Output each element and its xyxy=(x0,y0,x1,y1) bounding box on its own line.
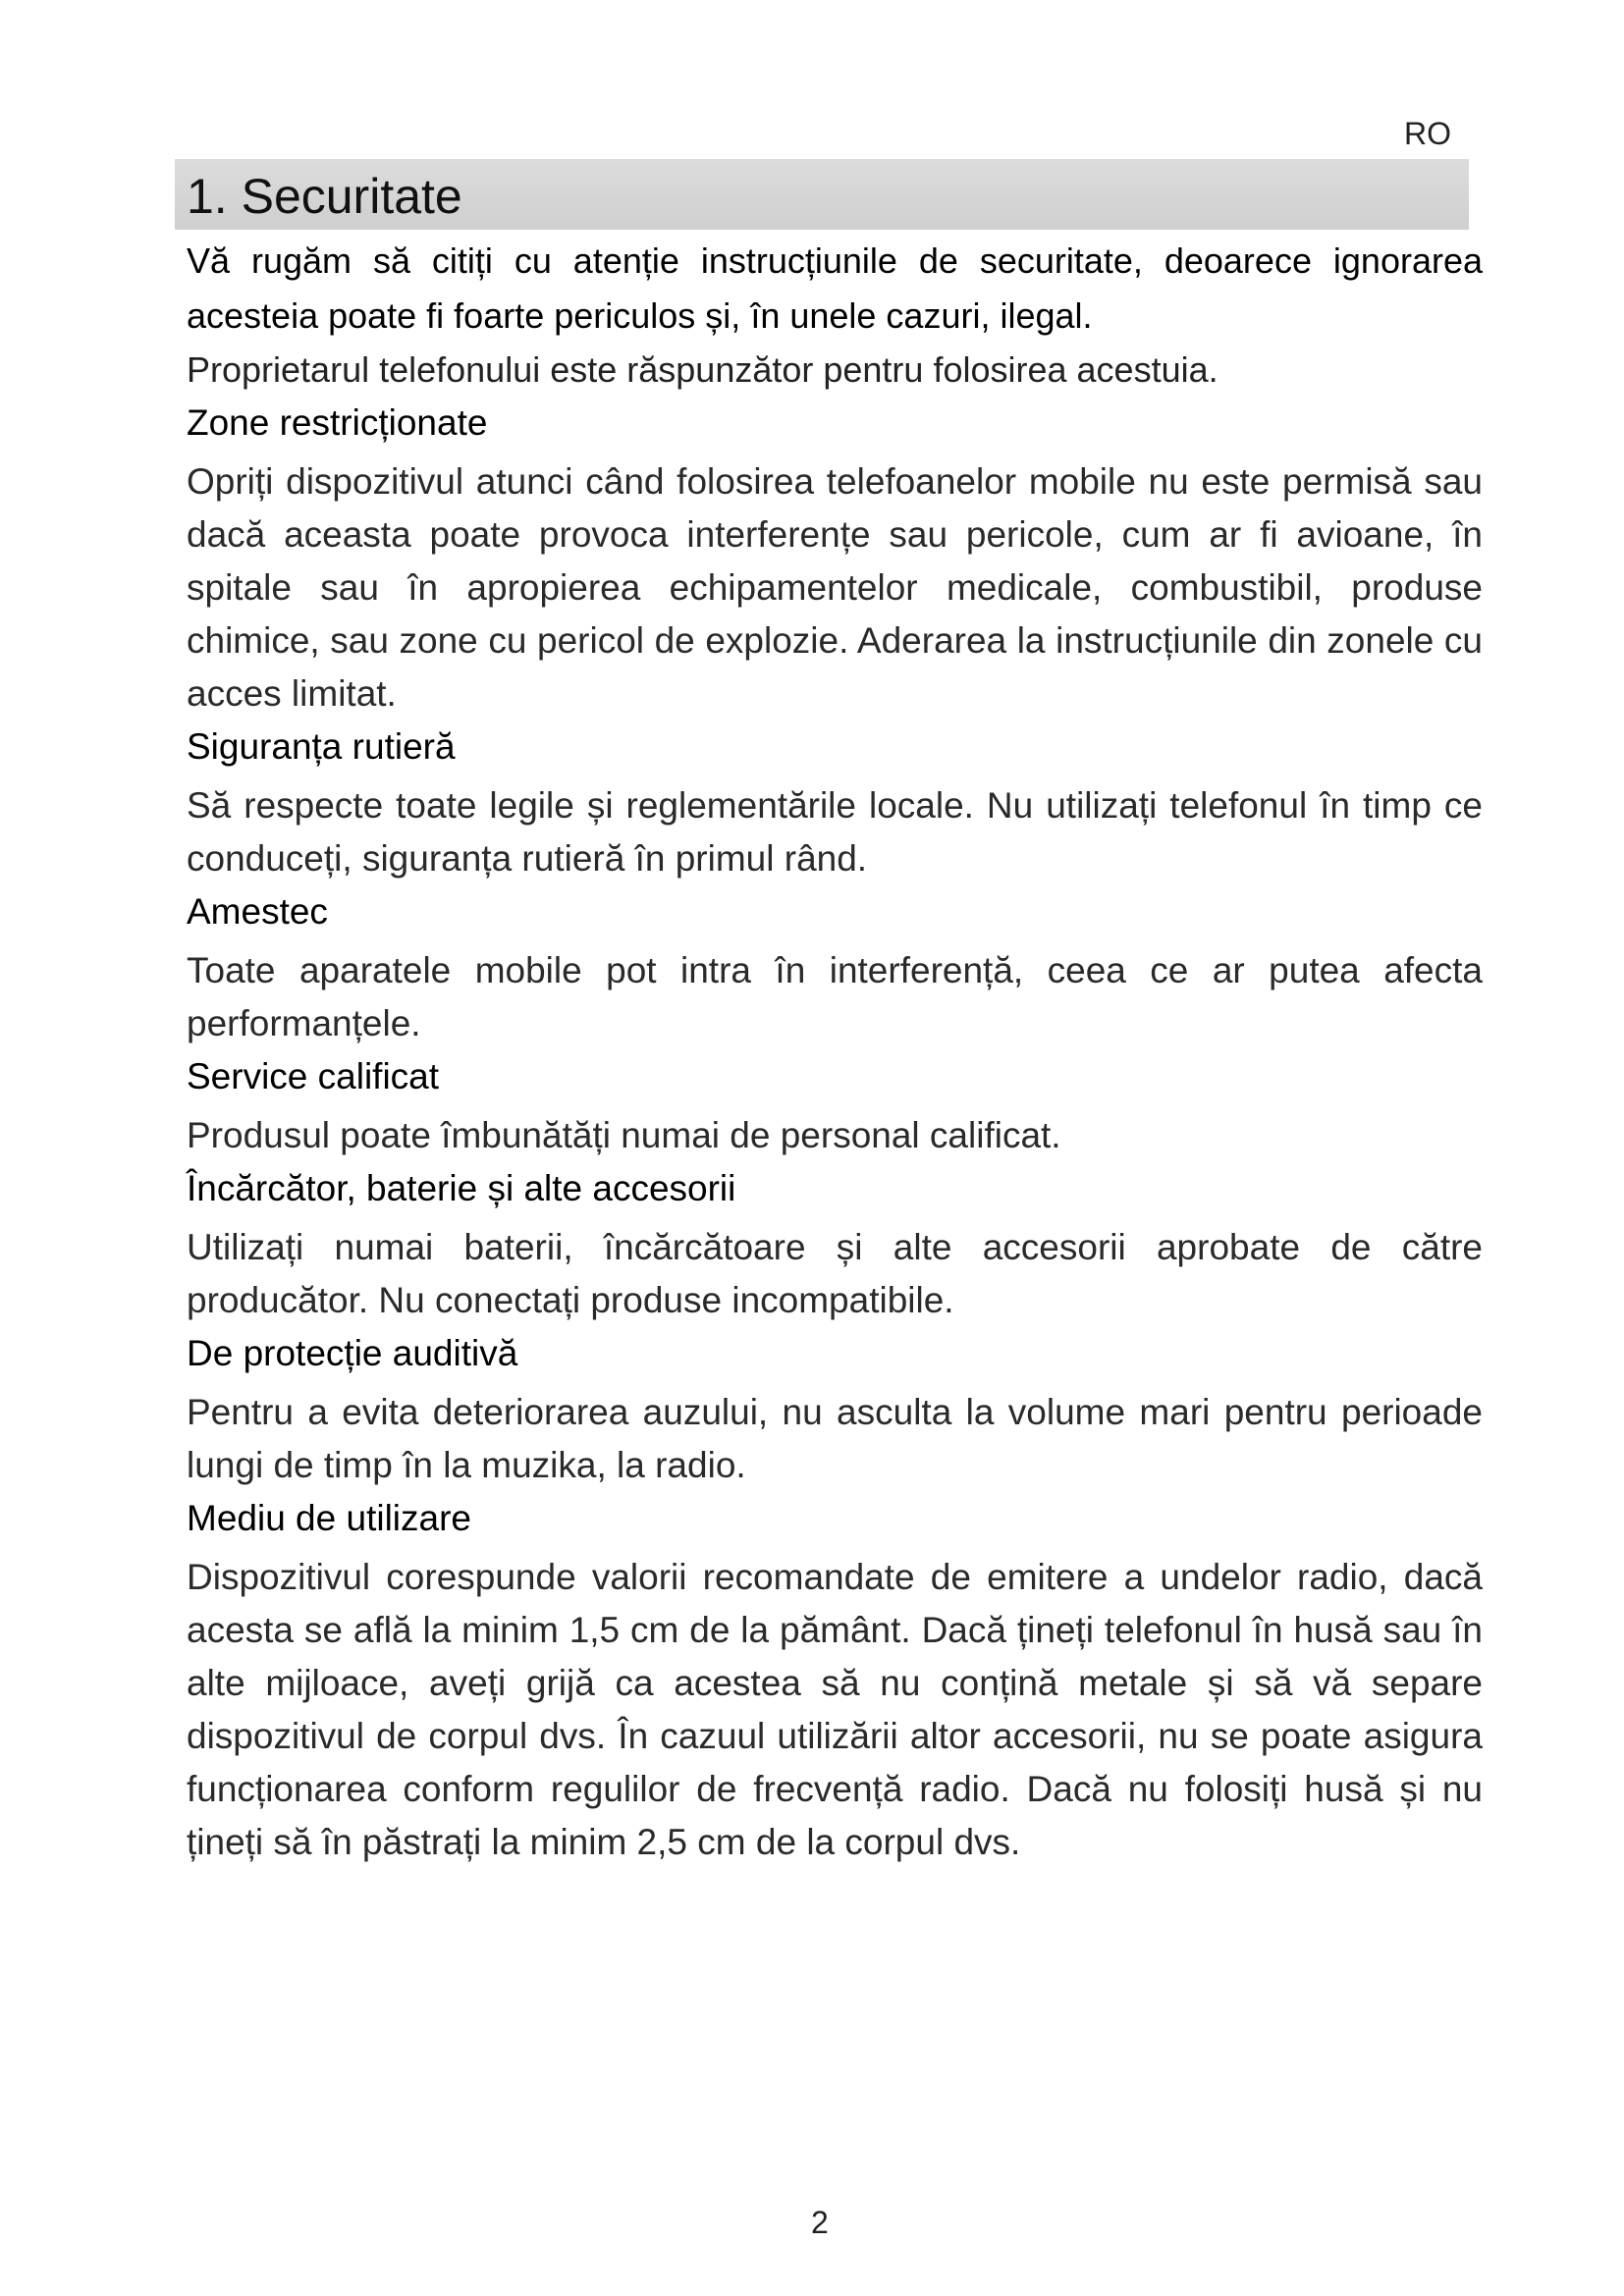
intro-normal: Proprietarul telefonului este răspunzător pentru folosirea acestuia. xyxy=(187,349,1218,390)
section-text: Toate aparatele mobile pot intra în interferență, ceea ce ar putea afecta performanțele. xyxy=(187,950,1483,1043)
section-restricted-zones xyxy=(187,397,1483,721)
section-heading: Siguranța rutieră xyxy=(187,726,456,767)
section-text: Produsul poate îmbunătăți numai de personal calificat. xyxy=(187,1115,1061,1155)
section-road-safety xyxy=(187,721,1483,885)
section-heading: Amestec xyxy=(187,891,328,932)
section-qualified-service xyxy=(187,1050,1483,1162)
section-text: Opriți dispozitivul atunci când folosirea telefoanelor mobile nu este permisă sau dacă aceasta poate provoca interferențe sau pericole, cum ar fi avioane, în spitale sau în apropierea echipamentelor medicale, combustibil, produse chimice, sau zone cu pericol de explozie. Aderarea la instrucțiunile din zonele cu acces limitat. xyxy=(187,461,1483,714)
intro-bold: Vă rugăm să citiți cu atenție instrucțiunile de securitate, deoarece ignorarea acesteia poate fi foarte periculos și, în unele cazuri, ilegal. xyxy=(187,240,1483,336)
page-number: 2 xyxy=(811,2205,829,2240)
page-title: 1. Securitate xyxy=(187,169,462,224)
section-accessories xyxy=(187,1162,1483,1327)
section-text: Dispozitivul corespunde valorii recomandate de emitere a undelor radio, dacă acesta se află la minim 1,5 cm de la pământ. Dacă țineți telefonul în husă sau în alte mijloace, aveți grijă ca acestea să nu conțină metale și să vă separe dispozitivul de corpul dvs. În cazuul utilizării altor accesorii, nu se poate asigura funcționarea conform regulilor de frecvență radio. Dacă nu folosiți husă și nu țineți să în păstrați la minim 2,5 cm de la corpul dvs. xyxy=(187,1557,1483,1862)
section-hearing-protection xyxy=(187,1327,1483,1492)
section-heading: Încărcător, baterie și alte accesorii xyxy=(187,1168,736,1208)
section-text: Utilizați numai baterii, încărcătoare și alte accesorii aprobate de către producător. Nu conectați produse incompatibile. xyxy=(187,1227,1483,1320)
section-text: Să respecte toate legile și reglementările locale. Nu utilizați telefonul în timp ce conduceți, siguranța rutieră în primul rând. xyxy=(187,785,1483,879)
document-body xyxy=(187,234,1483,1869)
section-heading: Mediu de utilizare xyxy=(187,1498,471,1538)
language-code: RO xyxy=(1404,116,1451,151)
section-usage-environment xyxy=(187,1492,1483,1869)
section-heading: De protecție auditivă xyxy=(187,1333,518,1373)
section-interference xyxy=(187,885,1483,1050)
section-heading: Zone restricționate xyxy=(187,402,488,443)
section-heading: Service calificat xyxy=(187,1056,440,1096)
section-text: Pentru a evita deteriorarea auzului, nu asculta la volume mari pentru perioade lungi de timp în la muzika, la radio. xyxy=(187,1392,1483,1485)
